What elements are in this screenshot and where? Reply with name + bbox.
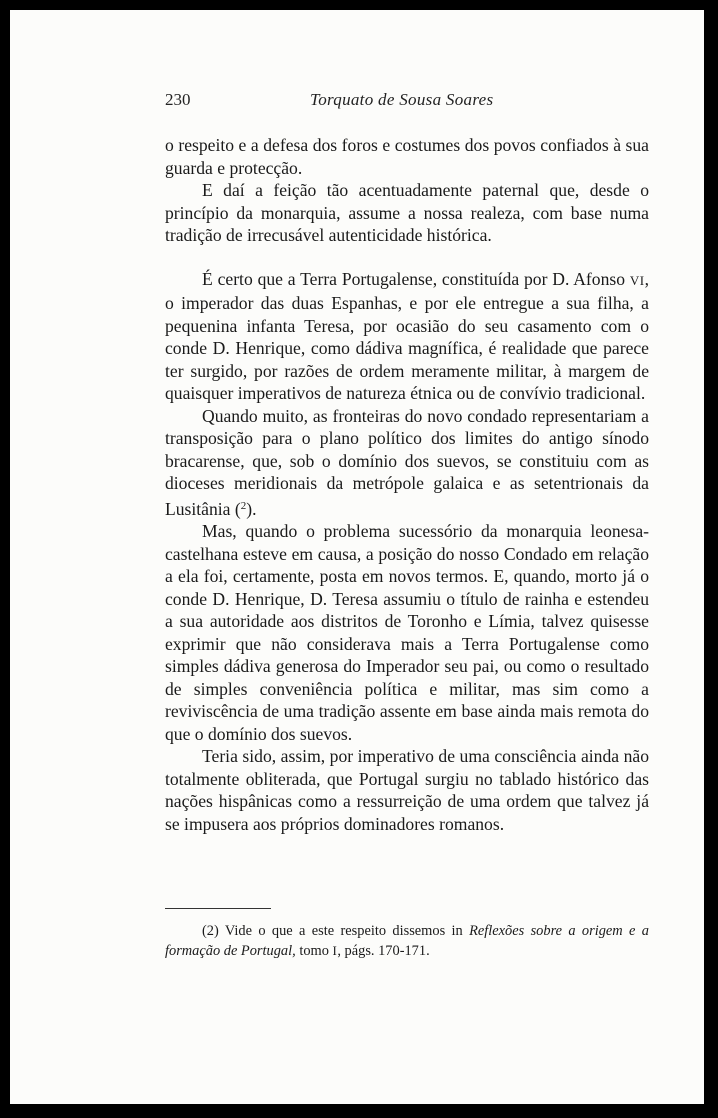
footnote-tail-before: tomo [295,943,333,959]
paragraph-3-part1: É certo que a Terra Portugalense, constituída por D. Afonso [202,268,626,289]
paragraph-4 [165,405,649,521]
running-title: Torquato de Sousa Soares [310,90,494,109]
paragraph-2: E daí a feição tão acentuadamente paternal que, desde o princípio da monarquia, assume a nossa realeza, com base numa tradição de irrecusável autenticidade histórica. [165,180,649,245]
main-text [165,134,649,835]
footnote-tail-after: , págs. 170-171. [337,943,430,959]
footnote-marker: (2) [202,923,219,939]
paragraph-3-part2: , o imperador das duas Espanhas, e por ele entregue a sua filha, a pequenina infanta Teresa, por ocasião do seu casamento com o conde D. Henrique, como dádiva magnífica, é realidade que parece ter surgido, por razões de ordem meramente militar, à margem de quaisquer imperativos de natureza étnica ou de convívio tradicional. [165,268,649,403]
roman-numeral: VI [629,272,645,288]
footnote [165,921,649,961]
paragraph-1: o respeito e a defesa dos foros e costumes dos povos confiados à sua guarda e protecção. [165,135,649,178]
footnote-ref-close: ). [246,498,257,519]
paragraph-5: Mas, quando o problema sucessório da monarquia leonesa-castelhana esteve em causa, a posição do nosso Condado em relação a ela foi, certamente, posta em novos termos. E, quando, morto já o conde D. Henrique, D. Teresa assumiu o título de rainha e estendeu a sua autoridade aos distritos de Toronho e Límia, talvez quisesse exprimir que não considerava mais a Terra Portugalense como simples dádiva generosa do Imperador seu pai, ou como o resultado de simples conveniência política e militar, mas sim como a reviviscência de uma tradição assente em base ainda mais remota do que o domínio dos suevos. [165,521,649,744]
footnote-divider [165,908,271,909]
footnote-lead: Vide o que a este respeito dissemos in [218,923,470,939]
page-header [165,90,649,116]
footnote-ref-open: ( [230,498,241,519]
footnote-volume: I [332,943,338,958]
paragraph-4-text: Quando muito, as fronteiras do novo condado representariam a transposição para o plano político dos limites do antigo sínodo bracarense, que, sob o domínio dos suevos, se constituiu com as dioceses meridionais da metrópole galaica e as setentrionais da Lusitânia [165,405,649,519]
paragraph-6: Teria sido, assim, por imperativo de uma consciência ainda não totalmente obliterada, que Portugal surgiu no tablado histórico das nações hispânicas como a ressurreição de uma ordem que talvez já se impusera aos próprios dominadores romanos. [165,746,649,834]
page-number: 230 [165,90,191,109]
book-page [10,10,704,1104]
paragraph-3 [165,268,649,405]
footnote-reference: 2 [240,499,247,512]
footnote-title: Reflexões sobre a origem e a formação de Portugal, [165,923,649,959]
